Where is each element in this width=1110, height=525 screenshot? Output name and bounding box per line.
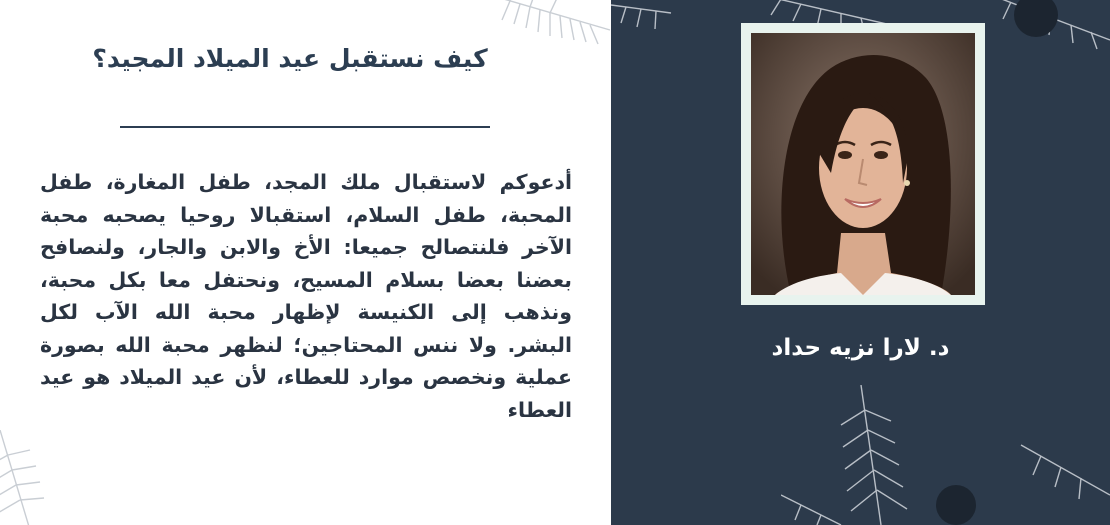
author-panel: [611, 0, 1110, 525]
author-photo: [751, 33, 975, 295]
pine-branch-decoration: [0, 430, 50, 525]
article-body: أدعوكم لاستقبال ملك المجد، طفل المغارة، طفل المحبة، طفل السلام، استقبالا روحيا يصحبه محبة الآخر فلنتصالح جميعا: الأخ والابن والجار، ولنصافح بعضنا بعضا بسلام المسيح، ونحتفل معا بكل محبة، ونذهب إلى الكنيسة لإظهار محبة الله الآب لكل البشر. ولا ننس المحتاجين؛ لنظهر محبة الله بصورة عملية ونخصص موارد للعطاء، لأن عيد الميلاد هو عيد العطاء: [40, 170, 572, 422]
author-name: د. لارا نزيه حداد: [771, 335, 950, 361]
author-photo-frame: [741, 23, 985, 305]
title-divider: [120, 126, 490, 128]
pine-branch-decoration: [781, 385, 1110, 525]
pine-branch-decoration: [480, 0, 611, 50]
article-title: كيف نستقبل عيد الميلاد المجيد؟: [92, 44, 488, 73]
